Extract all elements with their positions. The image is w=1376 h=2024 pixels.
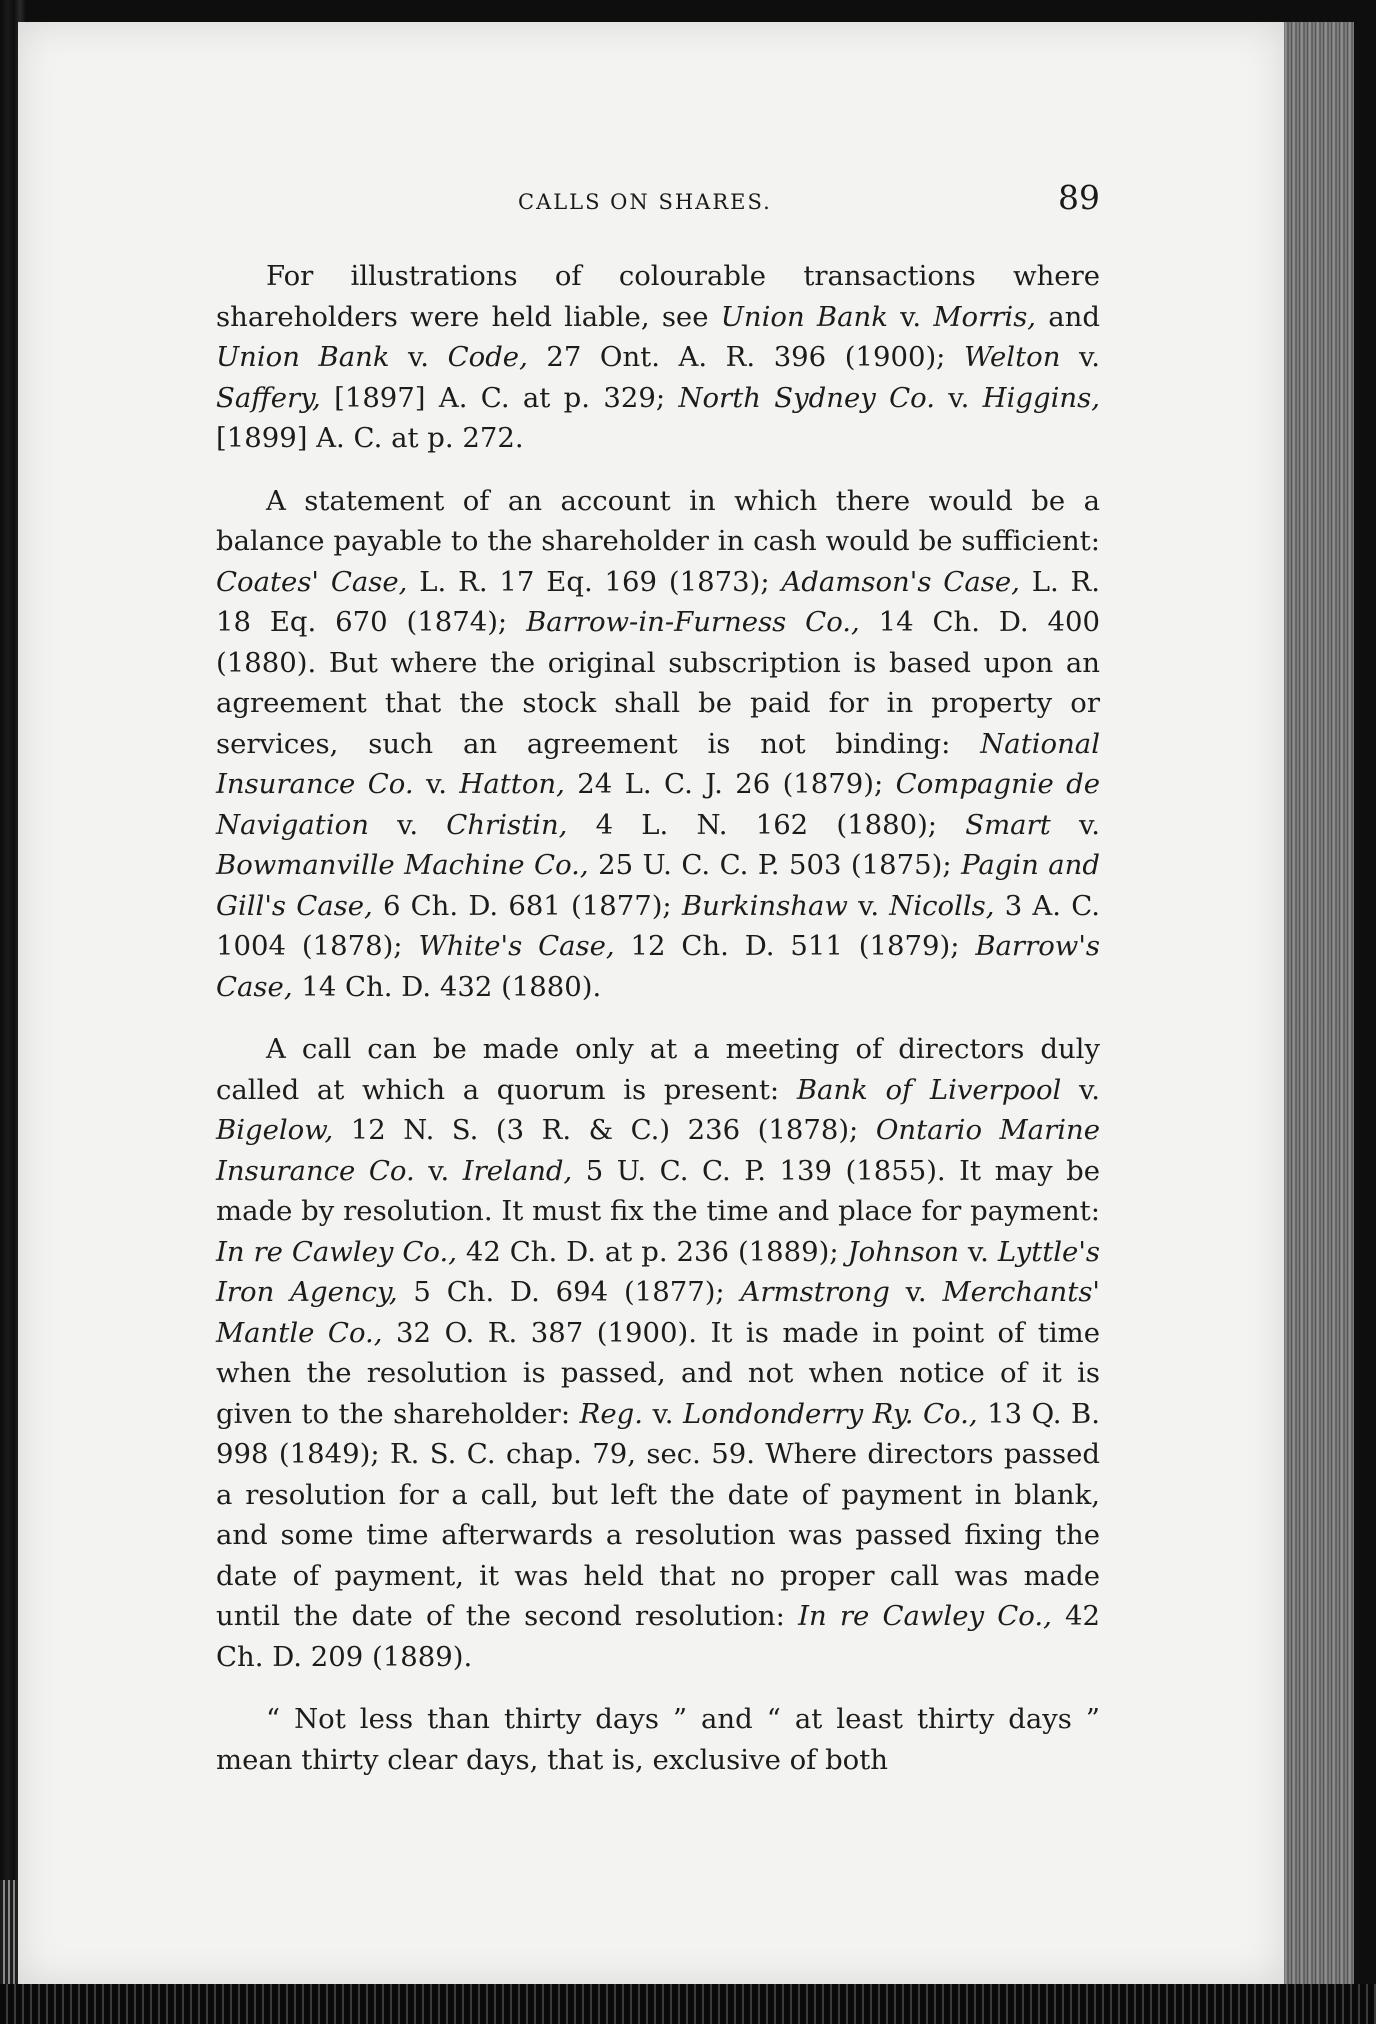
text-run: and bbox=[1036, 300, 1100, 333]
text-run: L. R. 18 Eq. 670 (1874); bbox=[216, 565, 1100, 638]
case-name: Coates' Case, bbox=[216, 565, 408, 598]
case-name: White's Case, bbox=[418, 930, 615, 962]
text-run: [1897] A. C. at p. 329; bbox=[320, 381, 679, 414]
paragraph bbox=[216, 1029, 1100, 1677]
case-name: Burkinshaw bbox=[681, 889, 848, 922]
text-run: 32 O. R. 387 (1900). It is made in point of time when the resolution is passed, and not when notice of it is given to the shareholder: bbox=[216, 1316, 1100, 1430]
text-run: “ Not less than thirty days ” and “ at least thirty days ” mean thirty clear days, that is, exclusive of both bbox=[216, 1703, 1100, 1776]
case-name: Morris, bbox=[933, 300, 1037, 333]
case-name: In re Cawley Co., bbox=[798, 1600, 1052, 1632]
text-run: A statement of an account in which there would be a balance payable to the shareholder in cash would be sufficient: bbox=[216, 484, 1100, 557]
case-name: Union Bank bbox=[720, 300, 888, 333]
case-name: Code, bbox=[447, 341, 528, 373]
text-run: 12 N. S. (3 R. & C.) 236 (1878); bbox=[333, 1114, 876, 1146]
text-run: v. bbox=[413, 768, 460, 800]
case-name: Nicolls, bbox=[889, 889, 995, 922]
text-run: v. bbox=[887, 300, 934, 333]
case-name: Smart bbox=[965, 808, 1051, 841]
text-run: v. bbox=[368, 808, 447, 841]
text-run: 12 Ch. D. 511 (1879); bbox=[614, 930, 976, 962]
case-name: North Sydney Co. bbox=[678, 381, 935, 414]
paragraph bbox=[216, 1699, 1100, 1780]
text-run: 3 A. C. 1004 (1878); bbox=[216, 889, 1100, 962]
case-name: Ireland, bbox=[462, 1154, 573, 1187]
case-name: Ontario Marine Insurance Co. bbox=[216, 1114, 1100, 1187]
text-run: v. bbox=[847, 889, 890, 922]
case-name: Higgins, bbox=[982, 381, 1100, 414]
case-name: National Insurance Co. bbox=[216, 727, 1100, 800]
text-run: 24 L. C. J. 26 (1879); bbox=[564, 768, 896, 800]
text-run: v. bbox=[1050, 808, 1100, 841]
page-number: 89 bbox=[1058, 178, 1100, 217]
case-name: Londonderry Ry. Co., bbox=[683, 1397, 978, 1430]
text-run: A call can be made only at a meeting of directors duly called at which a quorum is present: bbox=[216, 1033, 1100, 1106]
text-run: v. bbox=[414, 1154, 463, 1187]
case-name: Christin, bbox=[446, 808, 568, 841]
text-run: v. bbox=[1061, 1073, 1100, 1106]
case-name: Merchants' Mantle Co., bbox=[216, 1276, 1100, 1349]
case-name: In re Cawley Co., bbox=[216, 1235, 457, 1268]
text-run: v. bbox=[958, 1235, 998, 1268]
case-name: Saffery, bbox=[216, 381, 321, 414]
case-name: Reg. bbox=[579, 1397, 643, 1430]
text-run: 5 Ch. D. 694 (1877); bbox=[397, 1276, 741, 1308]
case-name: Hatton, bbox=[459, 768, 565, 800]
text-run: v. bbox=[889, 1276, 943, 1308]
case-name: Union Bank bbox=[216, 341, 390, 373]
text-run: 42 Ch. D. at p. 236 (1889); bbox=[456, 1235, 848, 1268]
text-run: v. bbox=[389, 341, 448, 373]
text-run: 14 Ch. D. 432 (1880). bbox=[292, 970, 602, 1003]
text-run: 6 Ch. D. 681 (1877); bbox=[372, 889, 682, 922]
text-run: [1899] A. C. at p. 272. bbox=[216, 422, 524, 454]
text-run: 42 Ch. D. 209 (1889). bbox=[216, 1600, 1100, 1673]
case-name: Bigelow, bbox=[216, 1114, 334, 1146]
paragraph bbox=[216, 256, 1100, 459]
case-name: Welton bbox=[964, 341, 1061, 373]
case-name: Johnson bbox=[847, 1235, 959, 1268]
text-run: v. bbox=[1060, 341, 1100, 373]
case-name: Pagin and Gill's Case, bbox=[216, 849, 1100, 922]
case-name: Adamson's Case, bbox=[781, 565, 1020, 598]
page-body bbox=[216, 256, 1100, 1802]
paragraph bbox=[216, 481, 1100, 1008]
case-name: Barrow-in-Furness Co., bbox=[526, 606, 860, 638]
case-name: Barrow's Case, bbox=[216, 930, 1100, 1003]
text-run: 13 Q. B. 998 (1849); R. S. C. chap. 79, sec. 59. Where directors passed a resolution for a call, but left the date of payment in blank, and some time afterwards a resolution was passed fixing the date of payment, it was held that no proper call was made until the date of the second resolution: bbox=[216, 1397, 1100, 1632]
text-run: 14 Ch. D. 400 (1880). But where the original subscription is based upon an agreement that the stock shall be paid for in property or services, such an agreement is not binding: bbox=[216, 606, 1100, 760]
page-edges bbox=[1284, 22, 1354, 1984]
case-name: Lyttle's Iron Agency, bbox=[216, 1235, 1100, 1308]
text-run: 5 U. C. C. P. 139 (1855). It may be made by resolution. It must fix the time and place for payment: bbox=[216, 1154, 1100, 1227]
running-title: CALLS ON SHARES. bbox=[518, 190, 772, 214]
case-name: Bank of Liverpool bbox=[796, 1073, 1062, 1106]
text-run: For illustrations of colourable transactions where shareholders were held liable, see bbox=[216, 260, 1100, 333]
text-run: 27 Ont. A. R. 396 (1900); bbox=[527, 341, 964, 373]
case-name: Compagnie de Navigation bbox=[216, 768, 1100, 841]
text-run: v. bbox=[934, 381, 983, 414]
running-head bbox=[200, 178, 1100, 228]
text-run: L. R. 17 Eq. 169 (1873); bbox=[407, 565, 782, 598]
text-run: v. bbox=[642, 1397, 683, 1430]
text-run: 25 U. C. C. P. 503 (1875); bbox=[588, 849, 962, 881]
case-name: Bowmanville Machine Co., bbox=[216, 849, 589, 881]
text-run: 4 L. N. 162 (1880); bbox=[567, 808, 966, 841]
scan-bottom-edge bbox=[0, 1984, 1376, 2024]
case-name: Armstrong bbox=[740, 1276, 890, 1308]
